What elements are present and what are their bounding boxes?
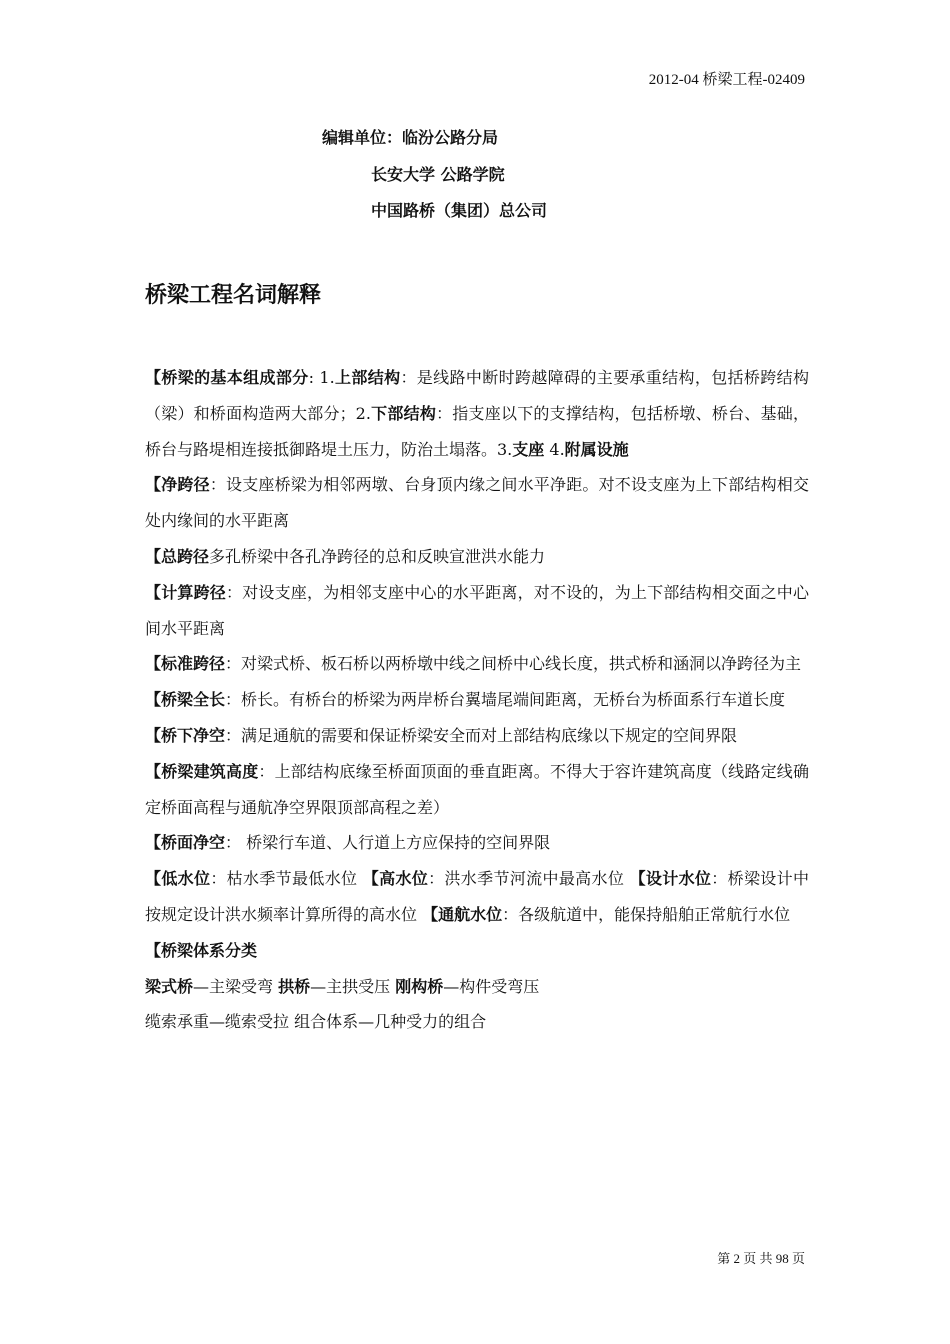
term: 上部结构 <box>334 368 401 387</box>
term: 【桥下净空 <box>145 725 226 745</box>
term: 支座 <box>512 439 545 459</box>
glossary-entry <box>145 933 809 969</box>
definition: ：是线路中断时跨越障碍的主要承重结构，包括桥跨结构（梁）和桥面构造两大部分；2. <box>145 368 809 423</box>
page-footer: 第 2 页 共 98 页 <box>717 1251 805 1266</box>
glossary-entry <box>145 539 809 575</box>
definition: ： 桥梁行车道、人行道上方应保持的空间界限 <box>225 833 551 853</box>
page-header-code: 2012-04 桥梁工程-02409 <box>648 72 805 88</box>
glossary-entry <box>145 969 809 1005</box>
definition: ：枯水季节最低水位 <box>210 869 363 889</box>
definition: : 1. <box>308 368 335 387</box>
glossary-entry <box>145 861 809 933</box>
term: 【桥梁建筑高度 <box>145 761 259 781</box>
definition: ：对梁式桥、板石桥以两桥墩中线之间桥中心线长度，拱式桥和涵洞以净跨径为主 <box>225 654 802 674</box>
term: 【净跨径 <box>145 475 210 495</box>
definition: 4. <box>544 439 565 459</box>
term: 【设计水位 <box>629 869 712 889</box>
editorial-unit: 编辑单位：临汾公路分局 <box>322 128 499 147</box>
editorial-unit: 中国路桥（集团）总公司 <box>371 201 548 220</box>
glossary-entry <box>145 360 809 467</box>
definition: ：设支座桥梁为相邻两墩、台身顶内缘之间水平净距。对不设支座为上下部结构相交处内缘间的水平距离 <box>145 475 809 531</box>
editorial-unit: 长安大学 公路学院 <box>371 165 505 184</box>
definition: ：指支座以下的支撑结构，包括桥墩、桥台、基础，桥台与路堤相连接抵御路堤土压力，防治土塌落。3. <box>145 403 809 459</box>
definition: ：桥梁设计中按规定设计洪水频率计算所得的高水位 <box>145 869 809 924</box>
term: 【通航水位 <box>422 904 503 924</box>
term: 刚构桥 <box>395 976 444 996</box>
section-heading: 【桥梁体系分类 <box>145 940 258 960</box>
term: 附属设施 <box>564 439 629 459</box>
definition: 多孔桥梁中各孔净跨径的总和反映宣泄洪水能力 <box>209 546 546 566</box>
glossary-entry <box>145 467 809 539</box>
term: 【低水位 <box>145 869 211 889</box>
glossary-entry <box>145 646 809 682</box>
glossary-entry <box>145 682 809 718</box>
term: 拱桥 <box>278 976 311 996</box>
term: 梁式桥 <box>145 976 194 996</box>
term: 【桥梁的基本组成部分 <box>145 368 309 387</box>
term: 【高水位 <box>362 869 429 889</box>
term: 下部结构 <box>370 403 437 423</box>
glossary-entry <box>145 1004 809 1040</box>
definition: ：桥长。有桥台的桥梁为两岸桥台翼墙尾端间距离，无桥台为桥面系行车道长度 <box>225 690 786 710</box>
definition: ：对设支座，为相邻支座中心的水平距离，对不设的，为上下部结构相交面之中心间水平距离 <box>145 582 809 638</box>
term: 【总跨径 <box>145 546 210 566</box>
definition: ：洪水季节河流中最高水位 <box>428 869 630 889</box>
definition: ：上部结构底缘至桥面顶面的垂直距离。不得大于容许建筑高度（线路定线确定桥面高程与通航净空界限顶部高程之差） <box>145 761 809 817</box>
glossary-entry <box>145 718 809 754</box>
definition: —构件受弯压 <box>443 976 540 996</box>
definition: 缆索承重—缆索受拉 组合体系—几种受力的组合 <box>145 1012 487 1032</box>
document-title: 桥梁工程名词解释 <box>145 283 322 308</box>
glossary-entry <box>145 825 809 861</box>
term: 【桥面净空 <box>145 833 226 853</box>
term: 【计算跨径 <box>145 582 226 602</box>
glossary-entry <box>145 754 809 826</box>
term: 【标准跨径 <box>145 654 226 674</box>
definition: —主拱受压 <box>310 976 396 996</box>
glossary-content <box>145 360 809 1040</box>
definition: ：各级航道中，能保持船舶正常航行水位 <box>502 904 791 924</box>
term: 【桥梁全长 <box>145 690 226 710</box>
definition: —主梁受弯 <box>193 976 279 996</box>
definition: ：满足通航的需要和保证桥梁安全而对上部结构底缘以下规定的空间界限 <box>225 725 738 745</box>
glossary-entry <box>145 575 809 647</box>
